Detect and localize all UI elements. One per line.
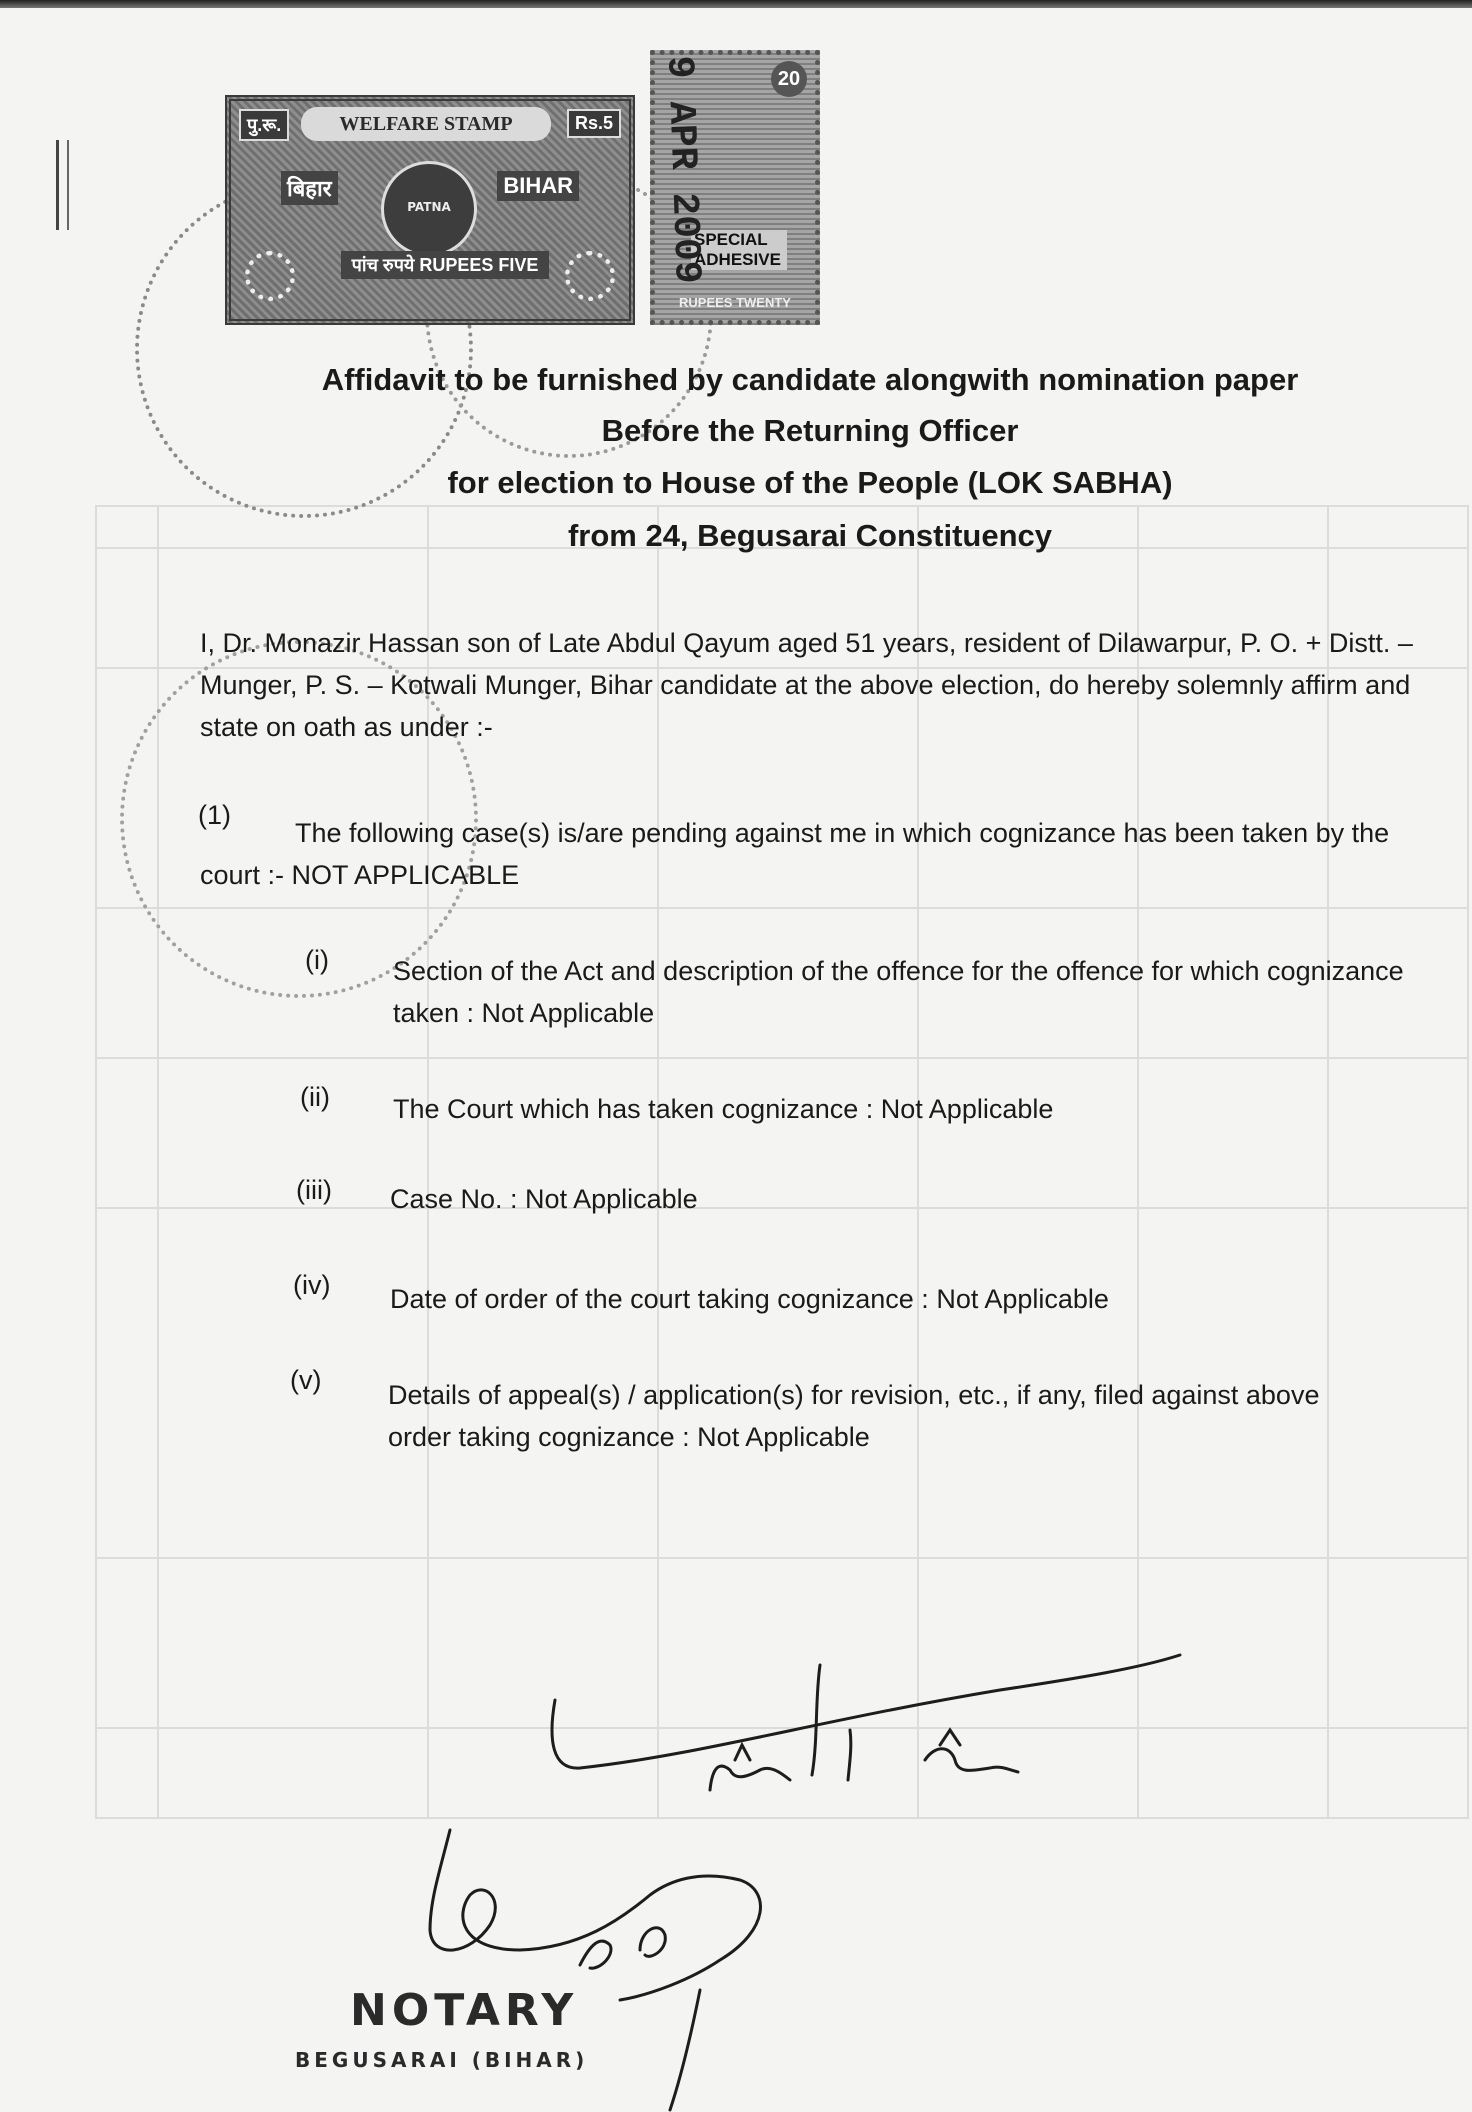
- subitem-number: (iv): [293, 1270, 331, 1300]
- signature-stroke: [710, 1766, 790, 1790]
- subitem-number: (i): [305, 945, 329, 975]
- subitem-number: (iii): [296, 1175, 332, 1205]
- subitem-text: Date of order of the court taking cognizance : Not Applicable: [390, 1284, 1109, 1314]
- signature-stroke: [735, 1745, 750, 1760]
- subitem-text: Case No. : Not Applicable: [390, 1184, 698, 1214]
- stamp-corner-left: पु.रू.: [239, 109, 289, 141]
- subitem-number: (v): [290, 1365, 322, 1395]
- subitem-text: Section of the Act and description of the offence for the offence for which cognizance taken : Not Applicable: [393, 956, 1404, 1028]
- signature-stroke: [848, 1730, 851, 1780]
- subitem-number: (ii): [300, 1082, 330, 1112]
- signature-stroke: [430, 1830, 760, 2000]
- item-1-number: (1): [198, 800, 231, 830]
- signature-stroke: [812, 1665, 820, 1775]
- heading-line-1: Affidavit to be furnished by candidate alongwith nomination paper: [321, 362, 1299, 397]
- signature-stroke: [670, 1990, 700, 2110]
- heading-line-2: Before the Returning Officer: [601, 413, 1019, 448]
- subitem-text: Details of appeal(s) / application(s) for revision, etc., if any, filed against above order taking cognizance : Not Applicable: [388, 1380, 1320, 1452]
- subitem-text: The Court which has taken cognizance : Not Applicable: [393, 1094, 1054, 1124]
- notary-stamp-title: NOTARY: [350, 1985, 579, 2036]
- intro-paragraph: I, Dr. Monazir Hassan son of Late Abdul Qayum aged 51 years, resident of Dilawarpur, P. O. + Distt. – Munger, P. S. – Kotwali Munger, Bihar candidate at the above election, do hereby solemnly affirm and state on oath as under :-: [200, 628, 1413, 742]
- signature-stroke: [580, 1941, 611, 1968]
- signature-stroke: [925, 1749, 1018, 1772]
- heading-line-3: for election to House of the People (LOK SABHA): [447, 465, 1173, 500]
- signature-stroke: [552, 1655, 1180, 1768]
- stamp-band: WELFARE STAMP: [301, 107, 551, 141]
- stamp-state-english: BIHAR: [497, 171, 579, 201]
- signature-stroke: [640, 1928, 665, 1957]
- date-cancellation-stamp: 9 APR 2009: [657, 55, 708, 285]
- seal-text: PATNA: [407, 200, 451, 214]
- stamp-state-hindi: बिहार: [281, 171, 338, 205]
- heading-line-4: from 24, Begusarai Constituency: [567, 518, 1053, 553]
- signature-stroke: [940, 1730, 960, 1745]
- stamp-amount: पांच रुपये RUPEES FIVE: [341, 251, 549, 279]
- notary-stamp-place: BEGUSARAI (BIHAR): [295, 2048, 589, 2072]
- stamp-value: 20: [771, 61, 807, 97]
- stamp-label: SPECIAL ADHESIVE: [691, 230, 787, 270]
- stamp-rupees: RUPEES TWENTY: [679, 295, 791, 310]
- item-1-text: The following case(s) is/are pending against me in which cognizance has been taken by the court :- NOT APPLICABLE: [200, 818, 1390, 890]
- stamp-corner-right: Rs.5: [567, 109, 621, 138]
